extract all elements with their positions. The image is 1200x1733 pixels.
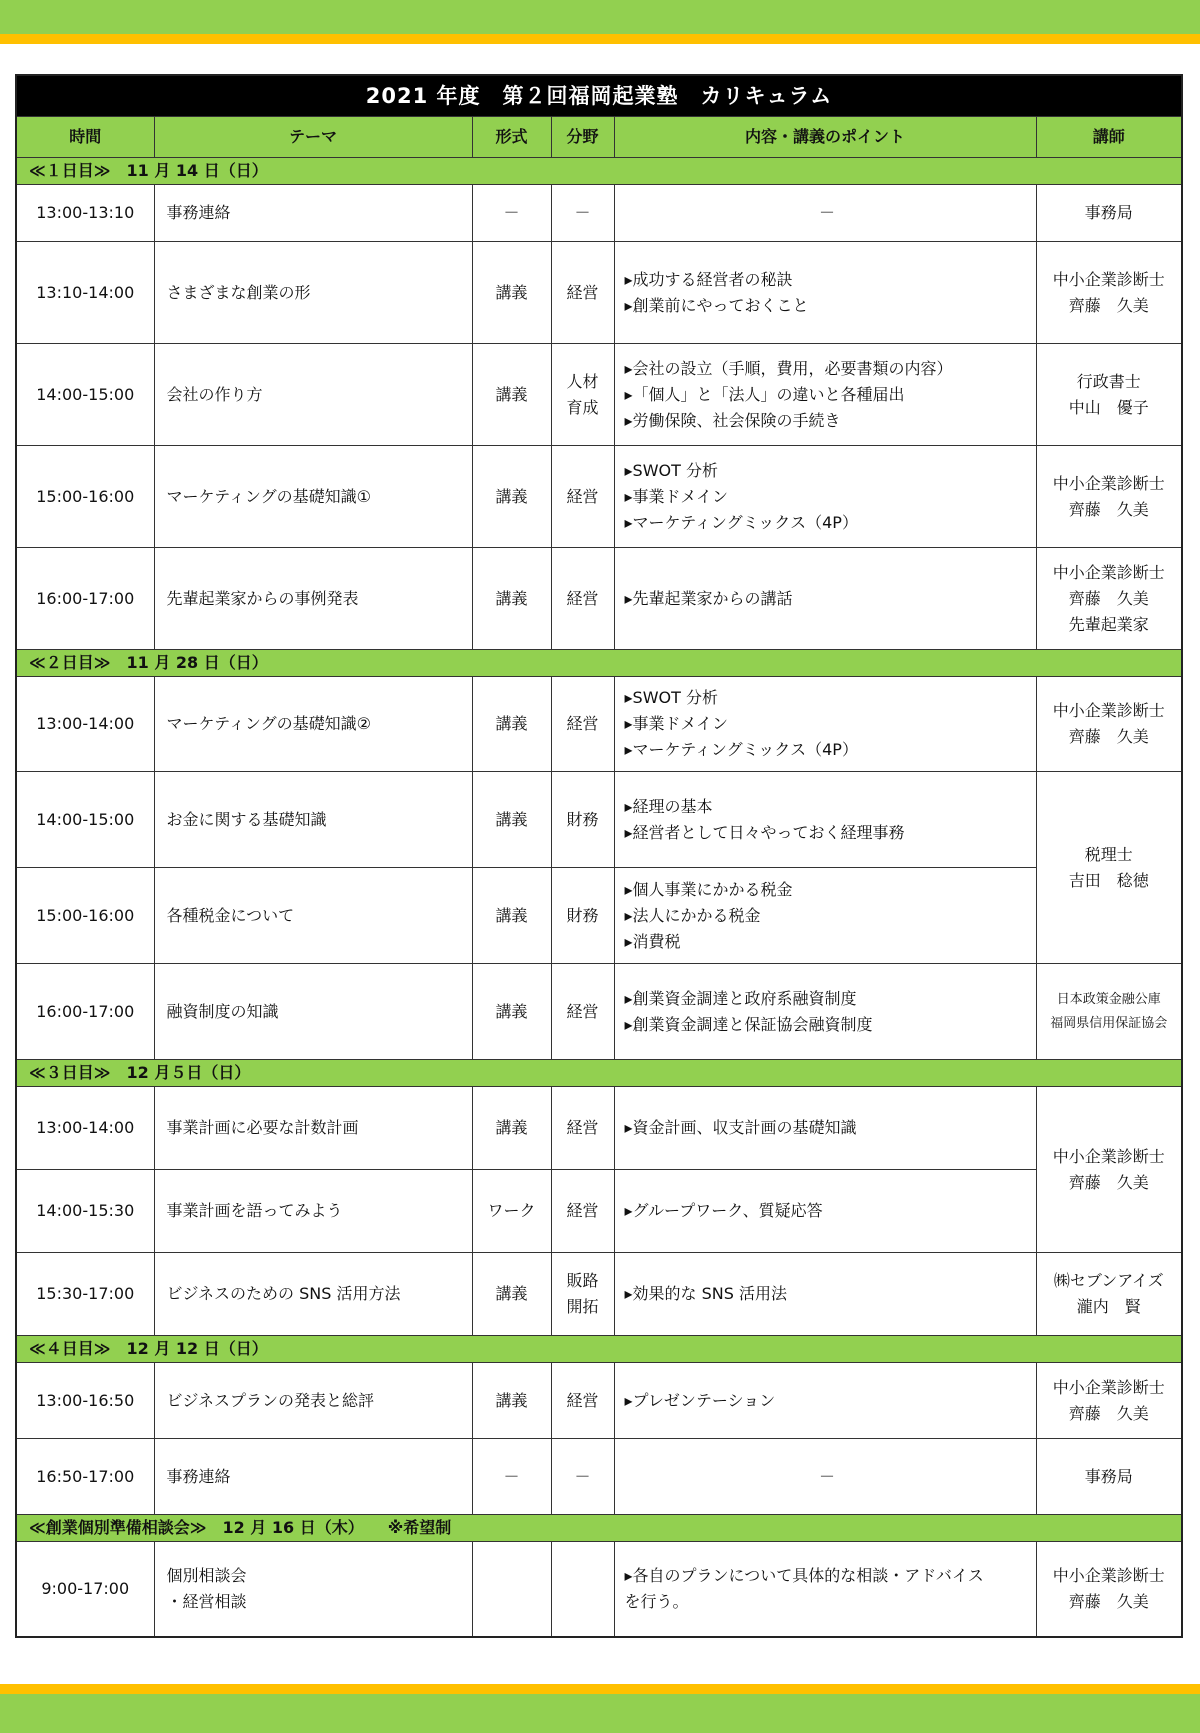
theme-line: 会社の作り方: [166, 384, 263, 404]
lecturer-line: 中小企業診断士: [1052, 701, 1165, 720]
theme-line: ビジネスのための SNS 活用方法: [166, 1284, 401, 1303]
lecturer-cell: [1036, 677, 1182, 772]
field-line: －: [574, 203, 591, 222]
content-cell: [614, 446, 1036, 548]
time-cell: 15:30-17:00: [16, 1253, 154, 1336]
theme-line: 個別相談会: [166, 1565, 247, 1585]
theme-line: マーケティングの基礎知識②: [166, 714, 371, 733]
field-cell: [551, 868, 614, 964]
content-cell: [614, 1253, 1036, 1336]
content-line: ▸創業資金調達と政府系融資制度: [624, 988, 857, 1008]
time-cell: 13:00-13:10: [16, 185, 154, 242]
content-cell: [614, 868, 1036, 964]
table-row: [16, 185, 1182, 242]
content-line: ▸創業前にやっておくこと: [624, 295, 809, 315]
theme-cell: [154, 1542, 472, 1637]
field-line: 経営: [566, 486, 599, 506]
field-cell: [551, 1363, 614, 1439]
bottom-yellow-stripe: [0, 1684, 1200, 1694]
theme-line: ・経営相談: [166, 1591, 247, 1611]
header-format: 形式: [472, 117, 551, 158]
field-cell: [551, 1542, 614, 1637]
content-line: ▸各自のプランについて具体的な相談・アドバイス: [624, 1565, 984, 1585]
time-cell: 13:00-14:00: [16, 677, 154, 772]
content-line: ▸プレゼンテーション: [624, 1390, 776, 1410]
lecturer-line: 齊藤 久美: [1068, 1172, 1149, 1192]
format-cell: 講義: [472, 242, 551, 344]
table-row: [16, 772, 1182, 868]
lecturer-line: 日本政策金融公庫: [1056, 991, 1161, 1007]
page-title: 2021 年度 第２回福岡起業塾 カリキュラム: [16, 75, 1182, 117]
content-cell: [614, 1363, 1036, 1439]
lecturer-line: 齊藤 久美: [1068, 1591, 1149, 1611]
table-row: [16, 446, 1182, 548]
field-cell: [551, 1253, 614, 1336]
time-cell: 14:00-15:00: [16, 344, 154, 446]
time-cell: 16:00-17:00: [16, 548, 154, 650]
theme-cell: [154, 1439, 472, 1515]
time-cell: 13:10-14:00: [16, 242, 154, 344]
time-cell: 13:00-16:50: [16, 1363, 154, 1439]
lecturer-line: 中山 優子: [1068, 397, 1149, 417]
time-cell: 15:00-16:00: [16, 868, 154, 964]
theme-line: ビジネスプランの発表と総評: [166, 1390, 375, 1410]
theme-line: 事業計画を語ってみよう: [166, 1201, 343, 1220]
format-cell: 講義: [472, 1363, 551, 1439]
field-cell: [551, 185, 614, 242]
theme-cell: [154, 868, 472, 964]
table-row: [16, 1542, 1182, 1637]
table-row: [16, 242, 1182, 344]
lecturer-cell: [1036, 548, 1182, 650]
lecturer-cell: [1036, 1253, 1182, 1336]
content-line: ▸グループワーク、質疑応答: [624, 1201, 823, 1220]
lecturer-cell: [1036, 964, 1182, 1060]
format-cell: [472, 1542, 551, 1637]
format-cell: 講義: [472, 446, 551, 548]
format-cell: －: [472, 1439, 551, 1515]
field-cell: [551, 1439, 614, 1515]
format-cell: 講義: [472, 1253, 551, 1336]
table-row: [16, 1253, 1182, 1336]
time-cell: 14:00-15:00: [16, 772, 154, 868]
time-cell: 9:00-17:00: [16, 1542, 154, 1637]
format-cell: 講義: [472, 868, 551, 964]
content-cell: [614, 548, 1036, 650]
field-line: 経営: [566, 714, 599, 733]
lecturer-cell: [1036, 344, 1182, 446]
content-cell: [614, 772, 1036, 868]
lecturer-line: 事務局: [1084, 1466, 1133, 1486]
day-label: ≪３日目≫ 12 月５日（日）: [16, 1060, 1182, 1087]
lecturer-line: 福岡県信用保証協会: [1050, 1015, 1168, 1031]
content-line: ▸事業ドメイン: [624, 486, 729, 506]
lecturer-line: 行政書士: [1076, 371, 1141, 391]
field-line: 経営: [566, 1390, 599, 1410]
theme-cell: [154, 446, 472, 548]
theme-line: 各種税金について: [166, 905, 295, 925]
content-line: ▸創業資金調達と保証協会融資制度: [624, 1014, 873, 1034]
field-line: 販路: [566, 1271, 599, 1290]
content-line: ▸法人にかかる税金: [624, 905, 761, 925]
lecturer-cell: [1036, 242, 1182, 344]
lecturer-line: 齊藤 久美: [1068, 295, 1149, 315]
theme-cell: [154, 772, 472, 868]
field-cell: [551, 446, 614, 548]
table-row: [16, 548, 1182, 650]
theme-cell: [154, 1363, 472, 1439]
theme-cell: [154, 344, 472, 446]
content-line: ▸事業ドメイン: [624, 714, 729, 733]
format-cell: 講義: [472, 772, 551, 868]
theme-line: 事務連絡: [166, 203, 231, 222]
lecturer-cell: [1036, 446, 1182, 548]
theme-line: 先輩起業家からの事例発表: [166, 588, 359, 608]
theme-cell: [154, 1087, 472, 1170]
time-cell: 14:00-15:30: [16, 1170, 154, 1253]
format-cell: 講義: [472, 964, 551, 1060]
lecturer-line: 齊藤 久美: [1068, 499, 1149, 519]
lecturer-cell: [1036, 772, 1182, 964]
table-row: [16, 677, 1182, 772]
format-cell: 講義: [472, 677, 551, 772]
day-label: ≪１日目≫ 11 月 14 日（日）: [16, 158, 1182, 185]
time-cell: 13:00-14:00: [16, 1087, 154, 1170]
field-cell: [551, 772, 614, 868]
field-cell: [551, 1170, 614, 1253]
theme-cell: [154, 548, 472, 650]
content-line: ▸効果的な SNS 活用法: [624, 1284, 787, 1303]
theme-line: さまざまな創業の形: [166, 282, 311, 302]
field-line: －: [574, 1466, 591, 1486]
field-cell: [551, 677, 614, 772]
header-theme: テーマ: [154, 117, 472, 158]
lecturer-cell: [1036, 1439, 1182, 1515]
content-line: ▸SWOT 分析: [624, 688, 718, 707]
lecturer-line: ㈱セブンアイズ: [1053, 1271, 1164, 1290]
field-cell: [551, 548, 614, 650]
content-line: ▸先輩起業家からの講話: [624, 588, 793, 608]
theme-cell: [154, 677, 472, 772]
content-line: ▸資金計画、収支計画の基礎知識: [624, 1118, 857, 1137]
field-line: 経営: [566, 1201, 599, 1220]
lecturer-line: 中小企業診断士: [1052, 1377, 1165, 1397]
table-row: [16, 1087, 1182, 1170]
lecturer-line: 中小企業診断士: [1052, 1146, 1165, 1166]
content-line: ▸マーケティングミックス（4P）: [624, 740, 858, 759]
lecturer-line: 中小企業診断士: [1052, 269, 1165, 289]
field-line: 経営: [566, 588, 599, 608]
content-cell: [614, 964, 1036, 1060]
field-line: 人材: [566, 371, 599, 391]
format-cell: 講義: [472, 548, 551, 650]
theme-cell: [154, 242, 472, 344]
day-label: ≪４日目≫ 12 月 12 日（日）: [16, 1336, 1182, 1363]
theme-line: 事業計画に必要な計数計画: [166, 1118, 359, 1137]
content-cell: [614, 1087, 1036, 1170]
header-field: 分野: [551, 117, 614, 158]
format-cell: －: [472, 185, 551, 242]
header-content: 内容・講義のポイント: [614, 117, 1036, 158]
theme-line: マーケティングの基礎知識①: [166, 486, 371, 506]
curriculum-table: [15, 74, 1183, 1638]
lecturer-line: 税理士: [1084, 844, 1133, 864]
lecturer-cell: [1036, 1087, 1182, 1253]
lecturer-cell: [1036, 185, 1182, 242]
lecturer-line: 中小企業診断士: [1052, 562, 1165, 582]
lecturer-line: 中小企業診断士: [1052, 1565, 1165, 1585]
table-row: [16, 1363, 1182, 1439]
theme-line: お金に関する基礎知識: [166, 809, 327, 829]
content-line: ▸経理の基本: [624, 796, 713, 816]
content-line: ▸成功する経営者の秘訣: [624, 269, 793, 289]
lecturer-line: 吉田 稔徳: [1068, 870, 1149, 890]
time-cell: 15:00-16:00: [16, 446, 154, 548]
bottom-green-band: [0, 1694, 1200, 1733]
content-cell: [614, 1542, 1036, 1637]
format-cell: 講義: [472, 344, 551, 446]
content-line: ▸SWOT 分析: [624, 460, 718, 480]
content-line: －: [818, 1466, 835, 1486]
header-lecturer: 講師: [1036, 117, 1182, 158]
content-cell: [614, 1170, 1036, 1253]
field-cell: [551, 964, 614, 1060]
lecturer-line: 先輩起業家: [1068, 614, 1149, 634]
lecturer-line: 齊藤 久美: [1068, 588, 1149, 608]
top-green-band: [0, 0, 1200, 34]
day-label: ≪創業個別準備相談会≫ 12 月 16 日（木） ※希望制: [16, 1515, 1182, 1542]
theme-cell: [154, 1170, 472, 1253]
theme-line: 融資制度の知識: [166, 1001, 279, 1021]
lecturer-cell: [1036, 1363, 1182, 1439]
field-line: 育成: [566, 397, 599, 417]
content-line: を行う。: [624, 1591, 689, 1611]
content-line: ▸労働保険、社会保険の手続き: [624, 410, 841, 430]
table-row: [16, 1439, 1182, 1515]
content-line: －: [818, 203, 835, 222]
table-row: [16, 1170, 1182, 1253]
time-cell: 16:00-17:00: [16, 964, 154, 1060]
content-line: ▸消費税: [624, 931, 681, 951]
field-line: 財務: [566, 905, 599, 925]
lecturer-line: 齊藤 久美: [1068, 727, 1149, 746]
content-cell: [614, 242, 1036, 344]
field-cell: [551, 242, 614, 344]
content-line: ▸個人事業にかかる税金: [624, 879, 793, 899]
lecturer-cell: [1036, 1542, 1182, 1637]
lecturer-line: 中小企業診断士: [1052, 473, 1165, 493]
content-line: ▸経営者として日々やっておく経理事務: [624, 822, 905, 842]
day-label: ≪２日目≫ 11 月 28 日（日）: [16, 650, 1182, 677]
content-cell: [614, 344, 1036, 446]
theme-cell: [154, 1253, 472, 1336]
theme-line: 事務連絡: [166, 1466, 231, 1486]
lecturer-line: 瀧内 賢: [1076, 1297, 1141, 1316]
content-cell: [614, 677, 1036, 772]
lecturer-line: 事務局: [1084, 203, 1133, 222]
field-line: 経営: [566, 282, 599, 302]
table-row: [16, 868, 1182, 964]
content-cell: [614, 1439, 1036, 1515]
theme-cell: [154, 185, 472, 242]
format-cell: 講義: [472, 1087, 551, 1170]
field-line: 経営: [566, 1118, 599, 1137]
field-line: 財務: [566, 809, 599, 829]
content-line: ▸「個人」と「法人」の違いと各種届出: [624, 384, 905, 404]
lecturer-line: 齊藤 久美: [1068, 1403, 1149, 1423]
top-yellow-stripe: [0, 34, 1200, 44]
format-cell: ワーク: [472, 1170, 551, 1253]
field-cell: [551, 344, 614, 446]
content-cell: [614, 185, 1036, 242]
field-line: 経営: [566, 1001, 599, 1021]
content-line: ▸マーケティングミックス（4P）: [624, 512, 858, 532]
field-line: 開拓: [566, 1297, 599, 1316]
theme-cell: [154, 964, 472, 1060]
table-row: [16, 964, 1182, 1060]
header-time: 時間: [16, 117, 154, 158]
content-line: ▸会社の設立（手順，費用，必要書類の内容）: [624, 358, 953, 378]
field-cell: [551, 1087, 614, 1170]
time-cell: 16:50-17:00: [16, 1439, 154, 1515]
table-row: [16, 344, 1182, 446]
